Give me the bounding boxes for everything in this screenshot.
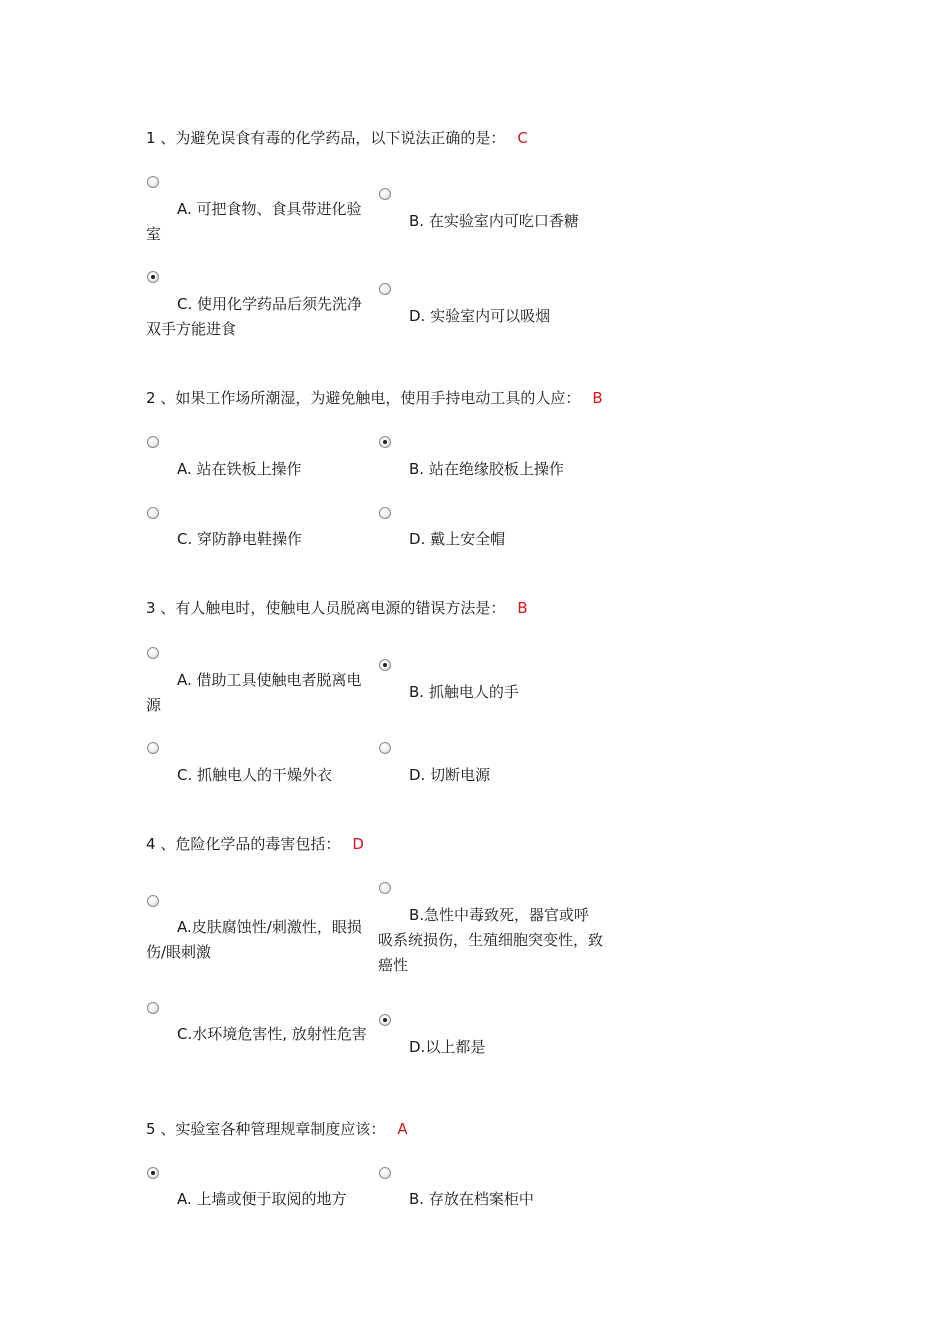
radio-q1-a[interactable] — [147, 176, 159, 188]
radio-q5-b[interactable] — [379, 1167, 391, 1179]
question-text: 为避免误食有毒的化学药品，以下说法正确的是： — [175, 129, 506, 147]
radio-q3-d[interactable] — [379, 742, 391, 754]
option-q1-a: A. 可把食物、食具带进化验室 — [146, 200, 362, 243]
question-number: 3 — [146, 599, 156, 617]
question-number: 2 — [146, 389, 156, 407]
question-separator: 、 — [160, 389, 176, 407]
radio-q2-a[interactable] — [147, 436, 159, 448]
option-q4-a: A.皮肤腐蚀性/刺激性，眼损伤/眼刺激 — [146, 918, 362, 961]
question-title — [146, 834, 364, 854]
radio-q3-b[interactable] — [379, 659, 391, 671]
question-number: 4 — [146, 835, 156, 853]
option-q5-b: B. 存放在档案柜中 — [409, 1190, 534, 1208]
radio-q4-a[interactable] — [147, 895, 159, 907]
option-q2-c: C. 穿防静电鞋操作 — [177, 530, 303, 548]
answer-key: B — [517, 599, 528, 617]
answer-key: B — [592, 389, 603, 407]
radio-q2-c[interactable] — [147, 507, 159, 519]
answer-key: C — [517, 129, 528, 147]
radio-q1-b[interactable] — [379, 188, 391, 200]
radio-q4-d[interactable] — [379, 1014, 391, 1026]
question-text: 实验室各种管理规章制度应该： — [175, 1120, 386, 1138]
question-title — [146, 598, 528, 618]
question-title — [146, 1119, 408, 1139]
option-q2-a: A. 站在铁板上操作 — [177, 460, 302, 478]
option-q3-a: A. 借助工具使触电者脱离电源 — [146, 671, 362, 714]
radio-q3-c[interactable] — [147, 742, 159, 754]
radio-q1-d[interactable] — [379, 283, 391, 295]
option-q2-d: D. 戴上安全帽 — [409, 530, 506, 548]
option-q1-b: B. 在实验室内可吃口香糖 — [409, 212, 579, 230]
option-q1-d: D. 实验室内可以吸烟 — [409, 307, 551, 325]
option-q5-a: A. 上墙或便于取阅的地方 — [177, 1190, 347, 1208]
radio-q4-b[interactable] — [379, 882, 391, 894]
option-q1-c: C. 使用化学药品后须先洗净双手方能进食 — [146, 295, 363, 338]
question-number: 5 — [146, 1120, 156, 1138]
option-q4-c: C.水环境危害性, 放射性危害 — [177, 1025, 367, 1043]
question-title — [146, 128, 528, 148]
answer-key: A — [397, 1120, 408, 1138]
question-separator: 、 — [160, 129, 176, 147]
question-separator: 、 — [160, 1120, 176, 1138]
option-q3-d: D. 切断电源 — [409, 766, 491, 784]
radio-q5-a[interactable] — [147, 1167, 159, 1179]
option-q4-b: B.急性中毒致死，器官或呼吸系统损伤，生殖细胞突变性，致癌性 — [378, 906, 604, 974]
radio-q1-c[interactable] — [147, 271, 159, 283]
option-q4-d: D.以上都是 — [409, 1038, 486, 1056]
answer-key: D — [352, 835, 364, 853]
radio-q3-a[interactable] — [147, 647, 159, 659]
radio-q2-b[interactable] — [379, 436, 391, 448]
radio-q2-d[interactable] — [379, 507, 391, 519]
question-text: 如果工作场所潮湿，为避免触电，使用手持电动工具的人应： — [175, 389, 581, 407]
question-separator: 、 — [160, 599, 176, 617]
option-q2-b: B. 站在绝缘胶板上操作 — [409, 460, 564, 478]
question-title — [146, 388, 603, 408]
question-text: 有人触电时，使触电人员脱离电源的错误方法是： — [175, 599, 506, 617]
option-q3-c: C. 抓触电人的干燥外衣 — [177, 766, 333, 784]
option-q3-b: B. 抓触电人的手 — [409, 683, 519, 701]
radio-q4-c[interactable] — [147, 1002, 159, 1014]
question-number: 1 — [146, 129, 156, 147]
question-text: 危险化学品的毒害包括： — [175, 835, 341, 853]
question-separator: 、 — [160, 835, 176, 853]
